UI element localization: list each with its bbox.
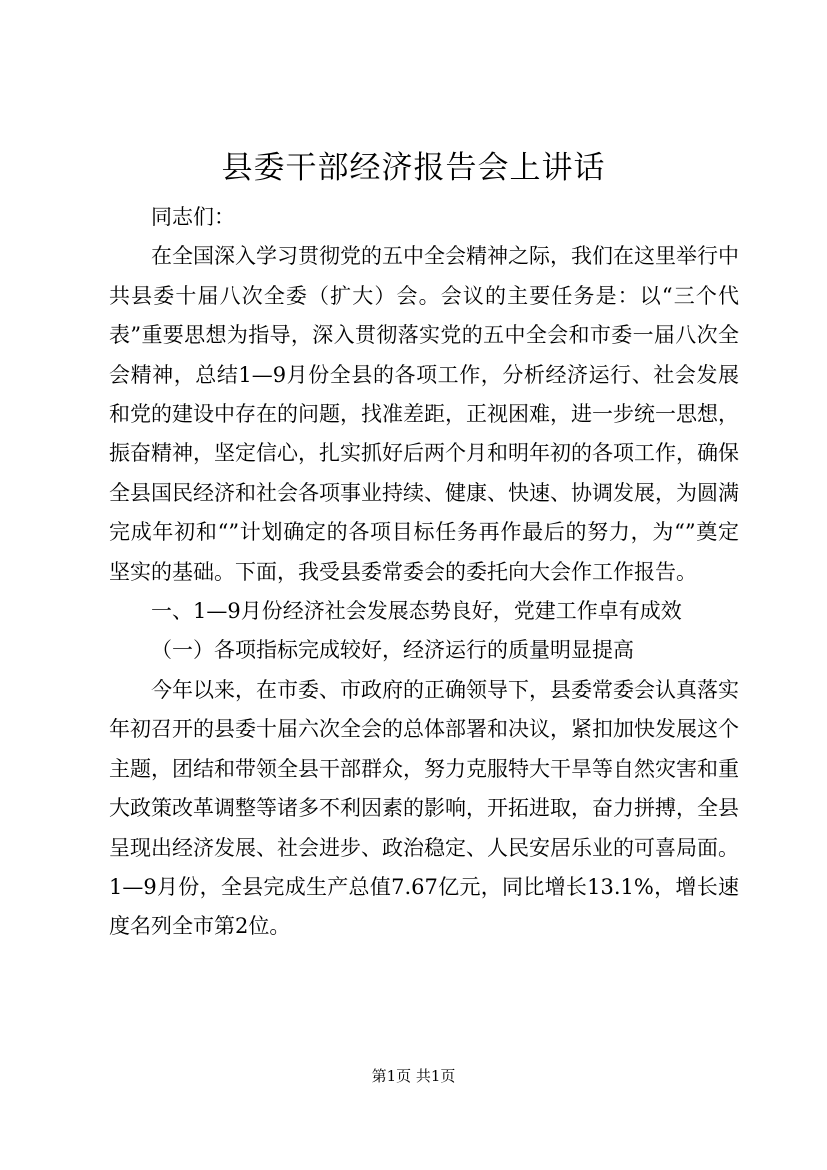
document-title: 县委干部经济报告会上讲话 <box>221 150 606 186</box>
salutation-paragraph: 同志们： <box>151 205 235 229</box>
intro-paragraph: 在全国深入学习贯彻党的五中全会精神之际，我们在这里举行中共县委十届八次全委（扩大）会。会议的主要任务是：以“三个代表”重要思想为指导，深入贯彻落实党的五中全会和市委一届八次全会精神，总结1—9月份全县的各项工作，分析经济运行、社会发展和党的建设中存在的问题，找准差距，正视困难，进一步统一思想，振奋精神，坚定信心，扎实抓好后两个月和明年初的各项工作，确保全县国民经济和社会各项事业持续、健康、快速、协调发展，为圆满完成年初和“”计划确定的各项目标任务再作最后的努力，为“”奠定坚实的基础。下面，我受县委常委会的委托向大会作工作报告。 <box>109 244 739 584</box>
page-footer: 第1页 共1页 <box>371 1067 456 1085</box>
document-body <box>109 198 739 947</box>
section-heading: 一、1—9月份经济社会发展态势良好，党建工作卓有成效 <box>151 599 682 624</box>
subsection-heading: （一）各项指标完成较好，经济运行的质量明显提高 <box>151 638 634 663</box>
body-paragraph: 今年以来，在市委、市政府的正确领导下，县委常委会认真落实年初召开的县委十届六次全会的总体部署和决议，紧扣加快发展这个主题，团结和带领全县干部群众，努力克服特大干旱等自然灾害和重大政策改革调整等诸多不利因素的影响，开拓进取，奋力拼搏，全县呈现出经济发展、社会进步、政治稳定、人民安居乐业的可喜局面。1—9月份，全县完成生产总值7.67亿元，同比增长13.1%，增长速度名列全市第2位。 <box>109 677 739 939</box>
